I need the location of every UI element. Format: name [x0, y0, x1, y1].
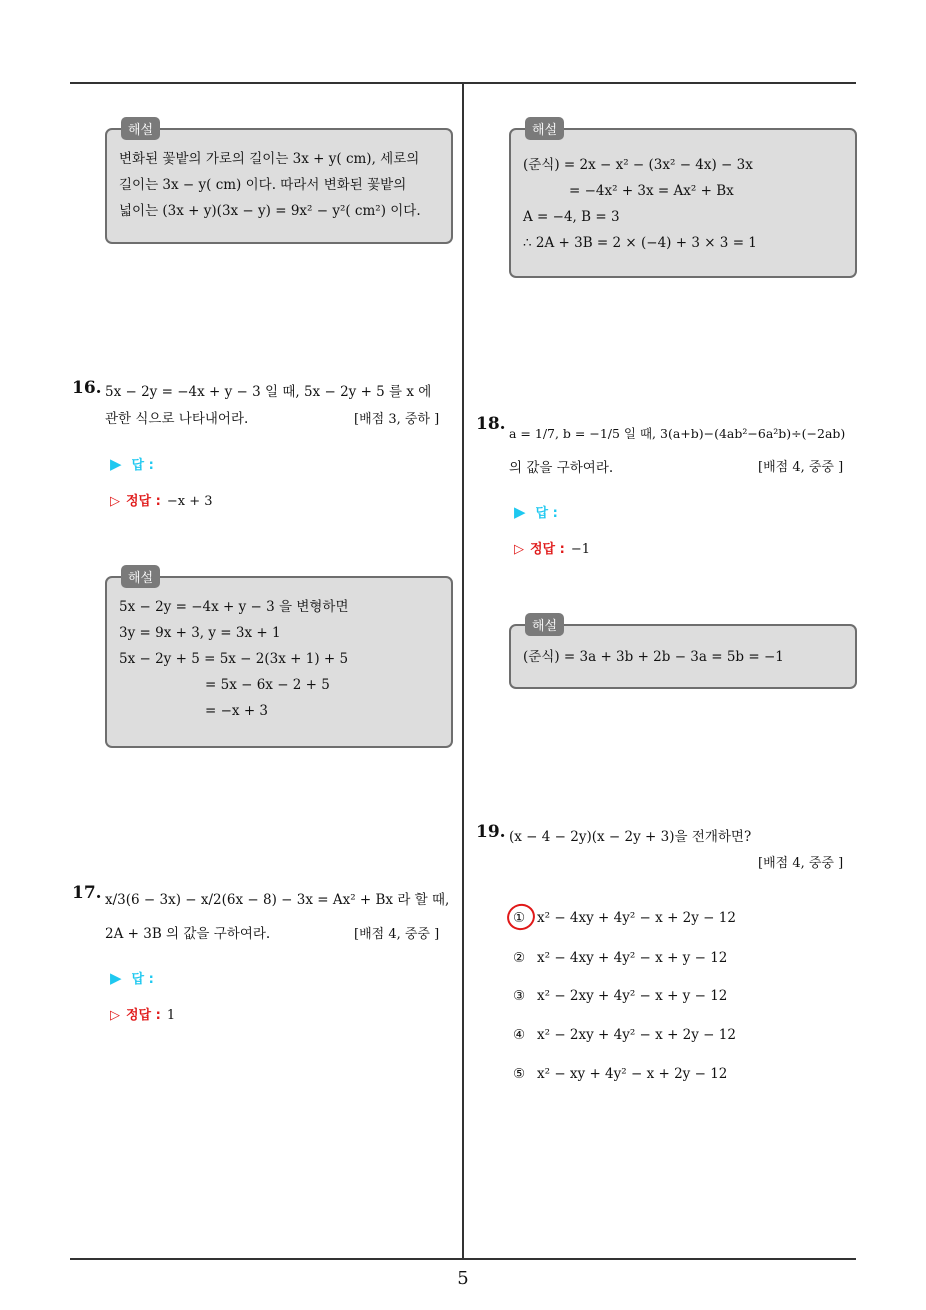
- choice-number: ②: [513, 950, 526, 966]
- answer-row[interactable]: [110, 968, 154, 987]
- choice-text: x² − 4xy + 4y² − x + 2y − 12: [537, 910, 736, 926]
- answer-row[interactable]: [514, 502, 558, 521]
- play-icon: ▶: [110, 455, 122, 473]
- choice-text: x² − xy + 4y² − x + 2y − 12: [537, 1066, 728, 1082]
- choice-text: x² − 4xy + 4y² − x + y − 12: [537, 950, 728, 966]
- solution-tag: 해설: [121, 565, 160, 588]
- question-text: x/3(6 − 3x) − x/2(6x − 8) − 3x = Ax² + Bx 라 할 때,: [105, 892, 450, 908]
- answer-label: 답 :: [131, 458, 154, 473]
- question-number: 18.: [476, 414, 506, 434]
- choice-text: x² − 2xy + 4y² − x + y − 12: [537, 988, 728, 1004]
- score-label: [배점 4, 중중 ]: [354, 927, 440, 942]
- solution-line: 넓이는 (3x + y)(3x − y) = 9x² − y²( cm²) 이다.: [119, 203, 421, 219]
- question-text: (x − 4 − 2y)(x − 2y + 3)을 전개하면?: [509, 829, 752, 845]
- question-text: 의 값을 구하여라.: [509, 460, 614, 476]
- solution-line: 3y = 9x + 3, y = 3x + 1: [119, 625, 281, 641]
- solution-tag: 해설: [525, 117, 564, 140]
- correct-label: 정답 :: [530, 542, 565, 557]
- question-text: 5x − 2y = −4x + y − 3 일 때, 5x − 2y + 5 를 x 에: [105, 384, 432, 400]
- correct-answer-row: [110, 1004, 175, 1023]
- outline-triangle-icon: ▷: [514, 542, 524, 557]
- choice-number: ③: [513, 988, 526, 1004]
- question-number: 19.: [476, 822, 506, 842]
- correct-label: 정답 :: [126, 1008, 161, 1023]
- choice-2[interactable]: [513, 950, 727, 966]
- outline-triangle-icon: ▷: [110, 494, 120, 509]
- choice-number: ⑤: [513, 1066, 526, 1082]
- solution-line: (준식) = 3a + 3b + 2b − 3a = 5b = −1: [523, 649, 784, 665]
- answer-circle-mark: [504, 900, 539, 933]
- correct-label: 정답 :: [126, 494, 161, 509]
- question-number: 16.: [72, 378, 102, 398]
- solution-box-15: [105, 123, 453, 244]
- solution-line: = −x + 3: [205, 703, 269, 719]
- correct-answer-row: [514, 538, 590, 557]
- choice-1[interactable]: [513, 910, 736, 926]
- solution-line: = −4x² + 3x = Ax² + Bx: [569, 183, 734, 199]
- choice-number: ④: [513, 1027, 526, 1043]
- question-text: 관한 식으로 나타내어라.: [105, 411, 249, 427]
- outline-triangle-icon: ▷: [110, 1008, 120, 1023]
- score-label: [배점 3, 중하 ]: [354, 412, 440, 427]
- solution-box-18: [509, 619, 857, 689]
- solution-tag: 해설: [525, 613, 564, 636]
- choice-3[interactable]: [513, 988, 727, 1004]
- correct-answer-row: [110, 490, 213, 509]
- bottom-rule: [70, 1258, 856, 1260]
- answer-row[interactable]: [110, 454, 154, 473]
- solution-line: 변화된 꽃밭의 가로의 길이는 3x + y( cm), 세로의: [119, 151, 420, 167]
- correct-value: −1: [570, 542, 591, 557]
- correct-value: 1: [166, 1008, 176, 1023]
- score-label: [배점 4, 중중 ]: [758, 460, 844, 475]
- answer-label: 답 :: [535, 506, 558, 521]
- solution-line: ∴ 2A + 3B = 2 × (−4) + 3 × 3 = 1: [523, 235, 757, 251]
- solution-line: A = −4, B = 3: [523, 209, 620, 225]
- solution-line: (준식) = 2x − x² − (3x² − 4x) − 3x: [523, 157, 753, 173]
- choice-number: ①: [513, 910, 526, 926]
- solution-line: 길이는 3x − y( cm) 이다. 따라서 변화된 꽃밭의: [119, 177, 407, 193]
- question-text: 2A + 3B 의 값을 구하여라.: [105, 926, 271, 942]
- solution-box-17: [509, 123, 857, 278]
- column-divider: [462, 83, 464, 1259]
- choice-5[interactable]: [513, 1066, 727, 1082]
- solution-tag: 해설: [121, 117, 160, 140]
- question-number: 17.: [72, 883, 102, 903]
- choice-text: x² − 2xy + 4y² − x + 2y − 12: [537, 1027, 736, 1043]
- solution-box-16: [105, 571, 453, 748]
- page-number: 5: [457, 1268, 469, 1289]
- correct-value: −x + 3: [166, 494, 213, 509]
- score-label: [배점 4, 중중 ]: [758, 856, 844, 871]
- answer-label: 답 :: [131, 972, 154, 987]
- solution-line: = 5x − 6x − 2 + 5: [205, 677, 330, 693]
- play-icon: ▶: [110, 969, 122, 987]
- solution-line: 5x − 2y = −4x + y − 3 을 변형하면: [119, 599, 349, 615]
- solution-line: 5x − 2y + 5 = 5x − 2(3x + 1) + 5: [119, 651, 349, 667]
- choice-4[interactable]: [513, 1027, 736, 1043]
- question-text: a = 1/7, b = −1/5 일 때, 3(a+b)−(4ab²−6a²b)÷(−2ab): [509, 426, 846, 441]
- play-icon: ▶: [514, 503, 526, 521]
